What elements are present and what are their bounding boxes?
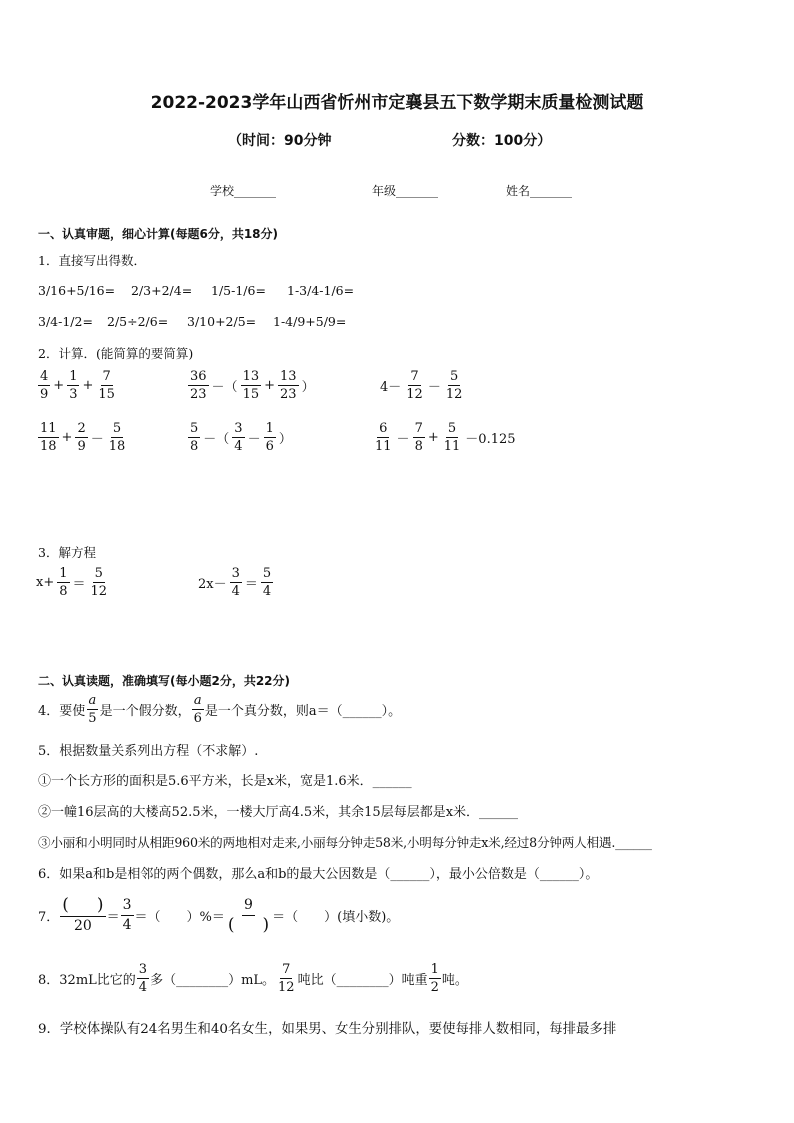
- school-field: 学校_______: [210, 184, 277, 198]
- q1-label: 1．直接写出得数．: [38, 253, 146, 268]
- q1-row2-item: 2/5÷2/6=: [107, 314, 169, 329]
- time-label: （时间：90分钟: [228, 133, 332, 149]
- section2-heading: 二、认真读题，准确填写(每小题2分，共22分): [38, 674, 291, 688]
- q3-equation-2: 2x－ $\frac{3}{4}$ ＝ $\frac{5}{4}$: [198, 566, 272, 599]
- name-field: 姓名_______: [506, 184, 573, 198]
- q1-row2-item: 3/10+2/5=: [187, 314, 257, 329]
- q6: 6．如果a和b是相邻的两个偶数，那么a和b的最大公因数是（______），最小公倍数是（______）。: [38, 867, 599, 882]
- q5-label: 5．根据数量关系列出方程（不求解）.: [38, 744, 259, 759]
- q4: 4．要使 $\frac{a}{5}$ 是一个假分数， $\frac{a}{6}$ 是一个真分数，则a＝（______）。: [38, 693, 402, 726]
- q2-expr-6: $\frac{6}{11}$ － $\frac{7}{8}$ + $\frac{5}{11}$ －0.125: [375, 421, 516, 454]
- q1-row1-item: 2/3+2/4=: [131, 283, 193, 298]
- q8: 8．32mL比它的 $\frac{3}{4}$ 多（________）mL。 $\frac{7}{12}$ 吨比（________）吨重 $\frac{1}{2}$ 吨。: [38, 962, 468, 995]
- q1-row2-item: 1-4/9+5/9=: [273, 314, 347, 329]
- q1-row2-item: 3/4-1/2=: [38, 314, 93, 329]
- q3-label: 3．解方程: [38, 545, 96, 560]
- q2-expr-5: $\frac{5}{8}$ －（ $\frac{3}{4}$ － $\frac{1}{6}$ ）: [190, 421, 292, 454]
- q7: 7． $\frac{( )}{20}$ ＝ $\frac{3}{4}$ ＝（ ）%＝ $\frac{9}{( )}$ ＝（ ）(填小数)。: [38, 895, 400, 935]
- q2-expr-4: $\frac{11}{18}$ + $\frac{2}{9}$ － $\frac{5}{18}$: [40, 421, 126, 454]
- grade-field: 年级_______: [372, 184, 439, 198]
- q2-expr-3: 4－ $\frac{7}{12}$ － $\frac{5}{12}$: [380, 369, 463, 402]
- q1-row1-item: 3/16+5/16=: [38, 283, 116, 298]
- exam-title: 2022-2023学年山西省忻州市定襄县五下数学期末质量检测试题: [150, 93, 644, 113]
- q2-expr-1: $\frac{4}{9}$ + $\frac{1}{3}$ + $\frac{7}{15}$: [40, 369, 115, 402]
- q5-item-3: ③小丽和小明同时从相距960米的两地相对走来,小丽每分钟走58米,小明每分钟走x米,经过8分钟两人相遇.______: [38, 835, 652, 850]
- q2-expr-2: $\frac{36}{23}$ －（ $\frac{13}{15}$ + $\frac{13}{23}$ ）: [190, 369, 315, 402]
- section1-heading: 一、认真审题，细心计算(每题6分，共18分): [38, 227, 279, 241]
- q2-label: 2．计算．(能简算的要简算): [38, 346, 194, 361]
- q3-equation-1: x+ $\frac{1}{8}$ ＝ $\frac{5}{12}$: [36, 566, 108, 599]
- q1-row1-item: 1-3/4-1/6=: [287, 283, 355, 298]
- score-label: 分数：100分）: [452, 133, 552, 149]
- q9: 9．学校体操队有24名男生和40名女生，如果男、女生分别排队，要使每排人数相同，每排最多排: [38, 1022, 617, 1037]
- q5-item-1: ①一个长方形的面积是5.6平方米，长是x米，宽是1.6米．______: [38, 774, 412, 789]
- q1-row1-item: 1/5-1/6=: [211, 283, 266, 298]
- q5-item-2: ②一幢16层高的大楼高52.5米，一楼大厅高4.5米，其余15层每层都是x米．______: [38, 805, 519, 820]
